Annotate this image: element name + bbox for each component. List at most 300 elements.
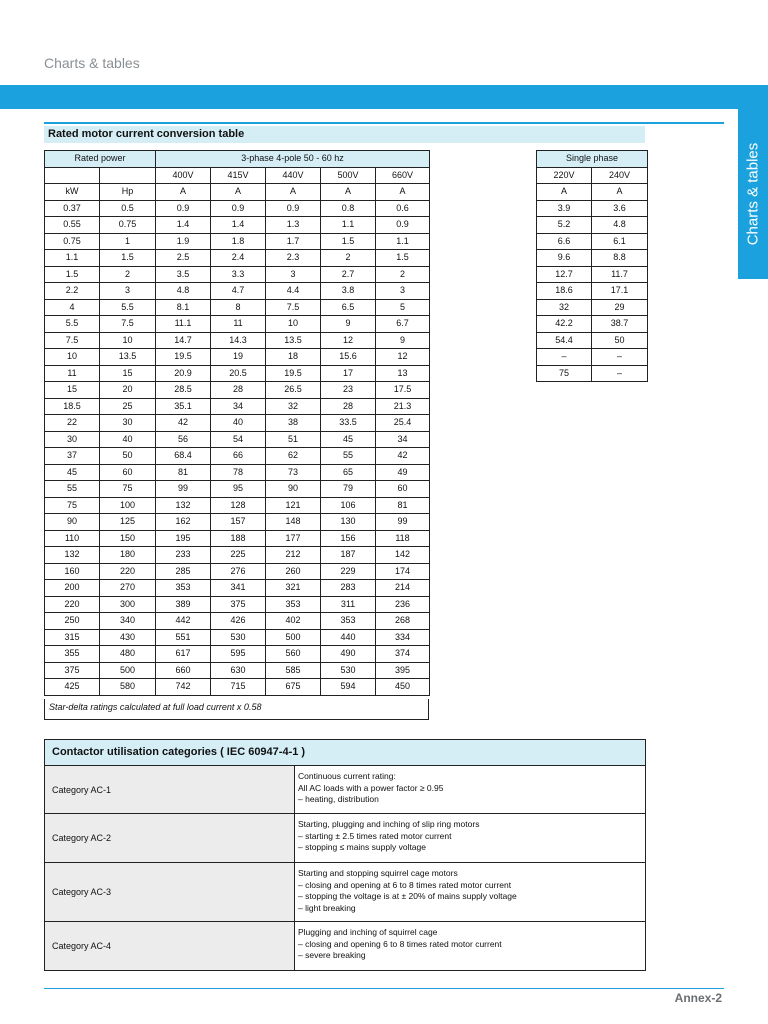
table-cell: 9: [376, 332, 430, 349]
table-cell: 480: [100, 646, 156, 663]
table-cell: 12.7: [537, 266, 592, 283]
table-cell: 2.4: [211, 250, 266, 267]
table-cell: 530: [211, 629, 266, 646]
table-cell: 260: [266, 563, 321, 580]
table-cell: 341: [211, 580, 266, 597]
table-cell: 195: [156, 530, 211, 547]
table-cell: 276: [211, 563, 266, 580]
table-cell: 6.7: [376, 316, 430, 333]
table-cell: 81: [156, 464, 211, 481]
table-row: [45, 217, 430, 234]
table-cell: 7.5: [100, 316, 156, 333]
table-cell: 7.5: [45, 332, 100, 349]
blank-cell: [100, 167, 156, 184]
table-cell: 315: [45, 629, 100, 646]
table-cell: 283: [321, 580, 376, 597]
table-cell: 530: [321, 662, 376, 679]
table-cell: 0.5: [100, 200, 156, 217]
table-row: [45, 497, 430, 514]
categories-title: Contactor utilisation categories ( IEC 60947-4-1 ): [45, 740, 645, 766]
table-cell: 55: [45, 481, 100, 498]
table-row: [45, 415, 430, 432]
table-cell: 162: [156, 514, 211, 531]
single-unit-row: [537, 184, 648, 201]
category-description: [295, 814, 645, 862]
table-cell: 81: [376, 497, 430, 514]
table-cell: 17: [321, 365, 376, 382]
section-title: Rated motor current conversion table: [44, 126, 645, 143]
table-cell: 580: [100, 679, 156, 696]
table-row: [45, 464, 430, 481]
table-cell: 10: [100, 332, 156, 349]
table-cell: 2: [321, 250, 376, 267]
table-cell: 132: [156, 497, 211, 514]
table-cell: 5.5: [45, 316, 100, 333]
table-cell: 68.4: [156, 448, 211, 465]
table-cell: 19.5: [156, 349, 211, 366]
table-cell: 132: [45, 547, 100, 564]
table-cell: 11: [211, 316, 266, 333]
unit-header: A: [156, 184, 211, 201]
table-cell: 353: [156, 580, 211, 597]
table-cell: 160: [45, 563, 100, 580]
table-cell: 1.1: [321, 217, 376, 234]
table-row: [537, 365, 648, 382]
table-cell: 250: [45, 613, 100, 630]
description-line: – stopping the voltage is at ± 20% of mains supply voltage: [298, 891, 517, 901]
table-row: [537, 266, 648, 283]
group-header-row: [45, 151, 430, 168]
table-cell: 4: [45, 299, 100, 316]
table-cell: 75: [537, 365, 592, 382]
table-row: [45, 283, 430, 300]
table-cell: 10: [45, 349, 100, 366]
table-cell: 118: [376, 530, 430, 547]
single-voltage-row: [537, 167, 648, 184]
table-cell: 9.6: [537, 250, 592, 267]
description-line: – stopping ≤ mains supply voltage: [298, 842, 426, 852]
table-cell: 13: [376, 365, 430, 382]
table-cell: 617: [156, 646, 211, 663]
table-cell: 18.6: [537, 283, 592, 300]
table-cell: 0.9: [211, 200, 266, 217]
table-row: [45, 646, 430, 663]
table-cell: 2.5: [156, 250, 211, 267]
unit-header: kW: [45, 184, 100, 201]
table-cell: 26.5: [266, 382, 321, 399]
table-cell: 62: [266, 448, 321, 465]
table-row: [537, 250, 648, 267]
description-line: – closing and opening 6 to 8 times rated motor current: [298, 938, 502, 949]
table-cell: 30: [100, 415, 156, 432]
table-cell: 375: [211, 596, 266, 613]
table-cell: 30: [45, 431, 100, 448]
description-line: – starting ± 2.5 times rated motor current: [298, 830, 452, 841]
table-cell: 425: [45, 679, 100, 696]
table-cell: 34: [376, 431, 430, 448]
table-cell: 402: [266, 613, 321, 630]
single-phase-table: [536, 150, 648, 382]
table-cell: 79: [321, 481, 376, 498]
voltage-header: 400V: [156, 167, 211, 184]
table-cell: 40: [211, 415, 266, 432]
table-cell: 2.3: [266, 250, 321, 267]
voltage-header: 660V: [376, 167, 430, 184]
table-cell: 50: [592, 332, 648, 349]
table-cell: 157: [211, 514, 266, 531]
table-cell: 675: [266, 679, 321, 696]
table-cell: 6.6: [537, 233, 592, 250]
table-cell: 50: [100, 448, 156, 465]
table-cell: 1.4: [156, 217, 211, 234]
table-cell: 177: [266, 530, 321, 547]
table-cell: 8.1: [156, 299, 211, 316]
unit-header: A: [321, 184, 376, 201]
table-cell: 51: [266, 431, 321, 448]
table-cell: 389: [156, 596, 211, 613]
table-cell: 1: [100, 233, 156, 250]
table-cell: 3.8: [321, 283, 376, 300]
table-cell: 1.3: [266, 217, 321, 234]
table-row: [45, 481, 430, 498]
table-cell: 20.9: [156, 365, 211, 382]
table-row: [537, 299, 648, 316]
table-cell: 214: [376, 580, 430, 597]
table-cell: 0.75: [45, 233, 100, 250]
table-cell: 15.6: [321, 349, 376, 366]
table-cell: 594: [321, 679, 376, 696]
table-cell: 0.37: [45, 200, 100, 217]
table-cell: 334: [376, 629, 430, 646]
table-cell: 3: [100, 283, 156, 300]
table-cell: 660: [156, 662, 211, 679]
table-cell: 440: [321, 629, 376, 646]
table-cell: 42: [156, 415, 211, 432]
description-line: All AC loads with a power factor ≥ 0.95: [298, 782, 444, 793]
table-cell: 188: [211, 530, 266, 547]
table-cell: 95: [211, 481, 266, 498]
table-cell: 142: [376, 547, 430, 564]
table-cell: 60: [100, 464, 156, 481]
table-cell: 187: [321, 547, 376, 564]
table-cell: 3.9: [537, 200, 592, 217]
table-cell: 1.1: [376, 233, 430, 250]
table-cell: 75: [45, 497, 100, 514]
description-line: – heating, distribution: [298, 794, 379, 804]
table-cell: 4.7: [211, 283, 266, 300]
table-cell: 54: [211, 431, 266, 448]
table-cell: 49: [376, 464, 430, 481]
table-row: [45, 365, 430, 382]
table-cell: 121: [266, 497, 321, 514]
table-cell: 15: [100, 365, 156, 382]
table-cell: 212: [266, 547, 321, 564]
table-cell: 55: [321, 448, 376, 465]
table-cell: 2.7: [321, 266, 376, 283]
table-cell: 78: [211, 464, 266, 481]
table-cell: 20: [100, 382, 156, 399]
voltage-header: 440V: [266, 167, 321, 184]
table-cell: 374: [376, 646, 430, 663]
table-cell: 1.5: [100, 250, 156, 267]
table-cell: 270: [100, 580, 156, 597]
table-cell: 20.5: [211, 365, 266, 382]
table-cell: 321: [266, 580, 321, 597]
unit-header: A: [266, 184, 321, 201]
category-name: Category AC-4: [45, 922, 295, 970]
table-cell: 1.5: [321, 233, 376, 250]
table-cell: 90: [266, 481, 321, 498]
table-cell: 150: [100, 530, 156, 547]
table-row: [45, 613, 430, 630]
table-row: [45, 596, 430, 613]
table-cell: 0.55: [45, 217, 100, 234]
header-band: [0, 85, 768, 109]
table-cell: 3: [376, 283, 430, 300]
table-cell: 0.9: [376, 217, 430, 234]
table-cell: 99: [156, 481, 211, 498]
table-cell: 99: [376, 514, 430, 531]
table-cell: 1.1: [45, 250, 100, 267]
table-cell: 200: [45, 580, 100, 597]
table-cell: 75: [100, 481, 156, 498]
table-cell: –: [592, 349, 648, 366]
table-cell: 73: [266, 464, 321, 481]
voltage-header: 220V: [537, 167, 592, 184]
table-cell: 300: [100, 596, 156, 613]
description-line: – closing and opening at 6 to 8 times rated motor current: [298, 879, 512, 890]
table-row: [45, 299, 430, 316]
table-cell: 430: [100, 629, 156, 646]
table-cell: 4.8: [156, 283, 211, 300]
table-cell: 174: [376, 563, 430, 580]
table-cell: 585: [266, 662, 321, 679]
table-row: [537, 283, 648, 300]
table-cell: 375: [45, 662, 100, 679]
table-cell: 0.6: [376, 200, 430, 217]
table-row: [45, 547, 430, 564]
three-phase-header: 3-phase 4-pole 50 - 60 hz: [156, 151, 430, 168]
page-header-title: Charts & tables: [44, 55, 140, 71]
table-cell: 32: [266, 398, 321, 415]
table-cell: 3.3: [211, 266, 266, 283]
contactor-categories-table: [44, 739, 646, 971]
table-row: [45, 382, 430, 399]
table-cell: 220: [100, 563, 156, 580]
table-row: [537, 316, 648, 333]
table-cell: 5.5: [100, 299, 156, 316]
table-cell: 500: [266, 629, 321, 646]
table-cell: 10: [266, 316, 321, 333]
table-row: [45, 662, 430, 679]
table-cell: 2: [100, 266, 156, 283]
table-cell: 1.7: [266, 233, 321, 250]
table-row: [537, 200, 648, 217]
description-line: – severe breaking: [298, 950, 366, 960]
table-row: [537, 217, 648, 234]
table-cell: 3.6: [592, 200, 648, 217]
table-cell: 45: [45, 464, 100, 481]
category-row: [45, 922, 645, 970]
category-description: [295, 863, 645, 921]
table-row: [45, 580, 430, 597]
table-cell: 1.4: [211, 217, 266, 234]
table-row: [537, 233, 648, 250]
table-row: [45, 563, 430, 580]
table-cell: 14.3: [211, 332, 266, 349]
table-row: [45, 398, 430, 415]
table-cell: 0.9: [266, 200, 321, 217]
table-cell: 2: [376, 266, 430, 283]
table-cell: 65: [321, 464, 376, 481]
description-line: Starting and stopping squirrel cage motors: [298, 868, 458, 878]
table-cell: 12: [376, 349, 430, 366]
table-cell: 236: [376, 596, 430, 613]
three-phase-table: [44, 150, 430, 696]
table-cell: 17.5: [376, 382, 430, 399]
section-rule: [44, 122, 724, 124]
table-cell: 742: [156, 679, 211, 696]
unit-header: A: [376, 184, 430, 201]
table-cell: 18: [266, 349, 321, 366]
unit-header: A: [537, 184, 592, 201]
table-cell: 35.1: [156, 398, 211, 415]
table-cell: 128: [211, 497, 266, 514]
table-cell: 45: [321, 431, 376, 448]
table-cell: 19.5: [266, 365, 321, 382]
table-cell: 28.5: [156, 382, 211, 399]
table-row: [45, 266, 430, 283]
table-cell: 40: [100, 431, 156, 448]
table-cell: 9: [321, 316, 376, 333]
voltage-header-row: [45, 167, 430, 184]
side-tab-label: Charts & tables: [744, 142, 762, 246]
table-cell: 11: [45, 365, 100, 382]
table-cell: 0.9: [156, 200, 211, 217]
table-cell: 90: [45, 514, 100, 531]
table-cell: 60: [376, 481, 430, 498]
table-row: [45, 316, 430, 333]
single-phase-header-row: [537, 151, 648, 168]
table-cell: 42: [376, 448, 430, 465]
table-cell: 355: [45, 646, 100, 663]
description-line: – light breaking: [298, 902, 356, 913]
table-cell: 32: [537, 299, 592, 316]
category-name: Category AC-2: [45, 814, 295, 862]
table-cell: 8.8: [592, 250, 648, 267]
table-cell: 233: [156, 547, 211, 564]
category-row: [45, 766, 645, 814]
description-line: Continuous current rating:: [298, 771, 396, 781]
category-row: [45, 863, 645, 922]
table-row: [45, 431, 430, 448]
table-cell: 100: [100, 497, 156, 514]
table-row: [537, 349, 648, 366]
rated-power-header: Rated power: [45, 151, 156, 168]
table-cell: 15: [45, 382, 100, 399]
table-row: [45, 530, 430, 547]
table-cell: 0.8: [321, 200, 376, 217]
table-cell: 5.2: [537, 217, 592, 234]
table-cell: 551: [156, 629, 211, 646]
table-cell: 25: [100, 398, 156, 415]
table-row: [45, 629, 430, 646]
category-description: [295, 766, 645, 813]
description-line: Starting, plugging and inching of slip ring motors: [298, 819, 480, 829]
table-cell: 56: [156, 431, 211, 448]
table-cell: 6.1: [592, 233, 648, 250]
voltage-header: 500V: [321, 167, 376, 184]
table-cell: 6.5: [321, 299, 376, 316]
table-cell: 442: [156, 613, 211, 630]
table-cell: 38: [266, 415, 321, 432]
table-row: [45, 679, 430, 696]
footer-rule: [44, 988, 724, 989]
table-cell: 1.8: [211, 233, 266, 250]
table-cell: 13.5: [266, 332, 321, 349]
unit-header-row: [45, 184, 430, 201]
blank-cell: [45, 167, 100, 184]
voltage-header: 240V: [592, 167, 648, 184]
category-name: Category AC-1: [45, 766, 295, 813]
table-cell: 490: [321, 646, 376, 663]
table-cell: 426: [211, 613, 266, 630]
table-cell: 130: [321, 514, 376, 531]
table-cell: 353: [266, 596, 321, 613]
unit-header: A: [211, 184, 266, 201]
category-name: Category AC-3: [45, 863, 295, 921]
table-cell: 25.4: [376, 415, 430, 432]
table-cell: 42.2: [537, 316, 592, 333]
category-row: [45, 814, 645, 863]
table-row: [537, 332, 648, 349]
table-cell: 715: [211, 679, 266, 696]
table-cell: 1.9: [156, 233, 211, 250]
unit-header: A: [592, 184, 648, 201]
table-row: [45, 448, 430, 465]
table-cell: 21.3: [376, 398, 430, 415]
star-delta-note: Star-delta ratings calculated at full load current x 0.58: [44, 699, 429, 720]
table-cell: 2.2: [45, 283, 100, 300]
table-cell: 353: [321, 613, 376, 630]
table-cell: 11.7: [592, 266, 648, 283]
table-cell: 23: [321, 382, 376, 399]
table-cell: 106: [321, 497, 376, 514]
table-row: [45, 332, 430, 349]
table-cell: 156: [321, 530, 376, 547]
table-cell: 3.5: [156, 266, 211, 283]
single-phase-header: Single phase: [537, 151, 648, 168]
table-cell: 37: [45, 448, 100, 465]
table-row: [45, 233, 430, 250]
table-cell: 4.8: [592, 217, 648, 234]
table-cell: 28: [321, 398, 376, 415]
table-cell: 225: [211, 547, 266, 564]
table-cell: 18.5: [45, 398, 100, 415]
table-row: [45, 349, 430, 366]
table-row: [45, 250, 430, 267]
table-cell: 630: [211, 662, 266, 679]
table-cell: 54.4: [537, 332, 592, 349]
table-cell: 4.4: [266, 283, 321, 300]
table-cell: 229: [321, 563, 376, 580]
table-cell: 38.7: [592, 316, 648, 333]
table-cell: 125: [100, 514, 156, 531]
table-row: [45, 200, 430, 217]
table-cell: 66: [211, 448, 266, 465]
table-cell: –: [537, 349, 592, 366]
voltage-header: 415V: [211, 167, 266, 184]
